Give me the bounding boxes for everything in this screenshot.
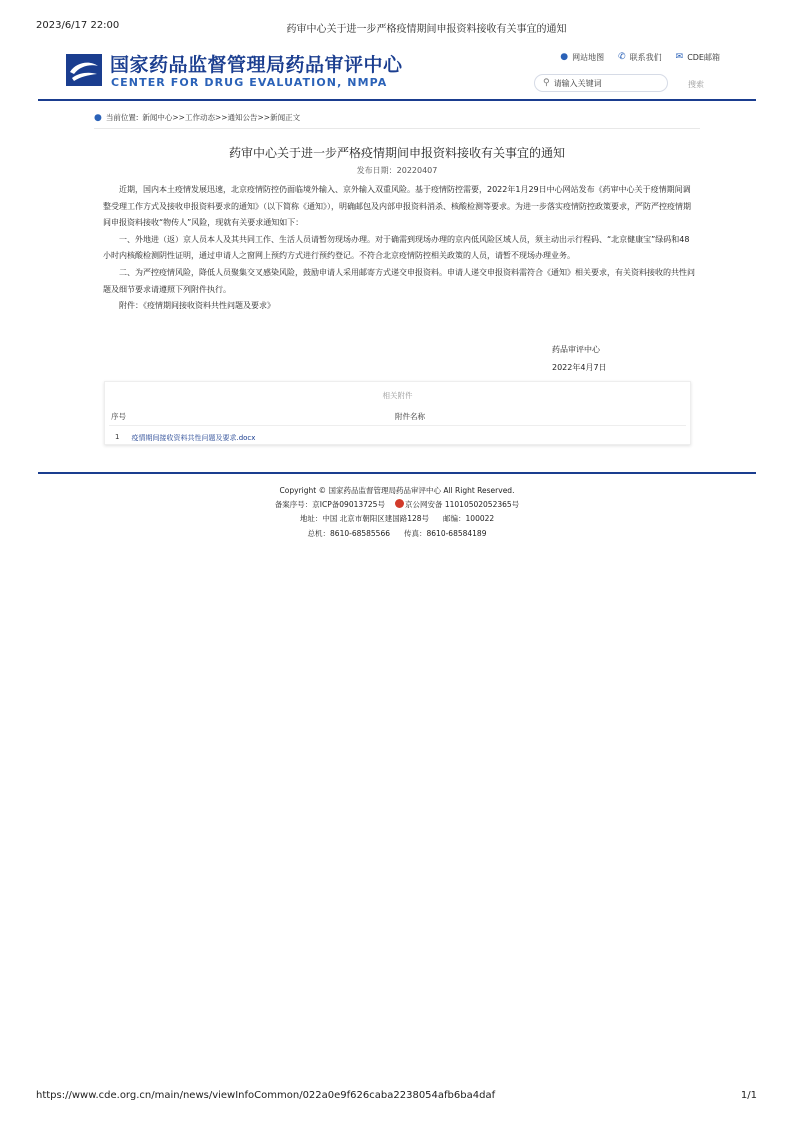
print-page-title: 药审中心关于进一步严格疫情期间申报资料接收有关事宜的通知	[286, 24, 567, 35]
site-name-en: CENTER FOR DRUG EVALUATION, NMPA	[111, 76, 388, 89]
search-input[interactable]	[534, 74, 668, 92]
fax: 传真：8610-68584189	[404, 528, 487, 538]
phone-icon: ✆	[618, 52, 626, 62]
article-paragraph: 二、为严控疫情风险，降低人员聚集交叉感染风险，鼓励申请人采用邮寄方式递交申报资料。申请人递交申报资料需符合《通知》相关要求，有关资料接收的共性问题及细节要求请遵照下列附件执行。	[103, 267, 695, 294]
signature-date: 2022年4月7日	[552, 363, 607, 372]
publish-date: 发布日期：20220407	[356, 166, 438, 175]
print-page-number: 1/1	[740, 1090, 757, 1101]
table-row	[115, 433, 255, 443]
attachment-reference: 附件：《疫情期间接收资料共性问题及要求》	[119, 301, 275, 311]
breadcrumb-path[interactable]: 新闻中心>>工作动态>>通知公告>>新闻正文	[142, 113, 301, 122]
cde-mail-link[interactable]	[676, 52, 720, 63]
sitemap-link[interactable]	[560, 52, 604, 63]
attachments-title: 相关附件	[382, 391, 413, 400]
cde-mail-link-label: CDE邮箱	[687, 53, 720, 62]
breadcrumb-divider	[94, 128, 700, 129]
col-header-name: 附件名称	[395, 412, 425, 421]
phone-line	[38, 527, 756, 541]
article-title: 药审中心关于进一步严格疫情期间申报资料接收有关事宜的通知	[228, 146, 565, 160]
breadcrumb-label: 当前位置:	[105, 113, 139, 122]
article-paragraph: 近期，国内本土疫情发展迅速，北京疫情防控仍面临境外输入、京外输入双重风险。基于疫情防控需要，2022年1月29日中心网站发布《药审中心关于疫情期间调整受理工作方式及接收申报资料要求的通知》（以下简称《通知》），明确邮包及内部申报资料消杀、核酸检测等要求。为进一步落实疫情防控政策要求，严防严控疫情期间申报资料接收“物传人”风险，现就有关要求通知如下：	[103, 185, 691, 228]
search-button[interactable]: 搜索	[688, 80, 704, 89]
police-badge-icon	[395, 499, 404, 508]
article-body	[103, 182, 695, 315]
header-divider	[38, 99, 756, 101]
record-line	[38, 498, 756, 512]
police-record-link[interactable]: 京公网安备 11010502052365号	[404, 500, 520, 510]
attachments-table	[104, 381, 691, 445]
signature-org: 药品审评中心	[552, 345, 600, 354]
location-pin-icon: ●	[94, 112, 102, 123]
site-name-cn[interactable]: 国家药品监督管理局药品审评中心	[110, 54, 403, 76]
map-pin-icon: ●	[560, 52, 569, 62]
col-header-index: 序号	[111, 412, 126, 421]
site-footer	[38, 484, 756, 541]
attachment-link[interactable]: 疫情期间接收资料共性问题及要求.docx	[131, 434, 256, 442]
footer-divider	[38, 472, 756, 474]
icp-record-link[interactable]: 备案序号：京ICP备09013725号	[274, 500, 385, 510]
mail-icon: ✉	[675, 52, 684, 62]
print-url: https://www.cde.org.cn/main/news/viewInfoCommon/022a0e9f626caba2238054afb6ba4daf	[36, 1090, 496, 1101]
postcode: 邮编：100022	[443, 514, 495, 524]
print-datetime: 2023/6/17 22:00	[36, 20, 120, 31]
attachment-index: 1	[115, 433, 120, 441]
address-line	[38, 512, 756, 526]
top-links	[560, 52, 720, 63]
cde-logo-icon[interactable]	[66, 54, 102, 86]
address: 地址：中国 北京市朝阳区建国路128号	[299, 514, 430, 524]
contact-link[interactable]	[618, 52, 662, 63]
print-footer	[36, 1090, 757, 1104]
switchboard-phone: 总机：8610-68585566	[307, 528, 390, 538]
table-divider	[109, 425, 686, 426]
copyright: Copyright © 国家药品监督管理局药品审评中心 All Right Reserved.	[279, 486, 515, 495]
breadcrumb	[94, 112, 300, 123]
contact-link-label: 联系我们	[629, 53, 662, 62]
print-header	[36, 20, 757, 34]
search-placeholder: 请输入关键词	[553, 78, 602, 88]
sitemap-link-label: 网站地图	[572, 53, 605, 62]
site-header	[38, 46, 756, 100]
search-icon: ⚲	[543, 77, 550, 88]
article-paragraph: 一、外地进（返）京人员本人及其共同工作、生活人员请暂勿现场办理。对于确需到现场办理的京内低风险区域人员，须主动出示行程码、“北京健康宝”绿码和48小时内核酸检测阴性证明，通过申请人之窗网上预约方式进行预约登记。不符合北京疫情防控相关政策的人员，请暂不现场办理业务。	[103, 234, 690, 261]
